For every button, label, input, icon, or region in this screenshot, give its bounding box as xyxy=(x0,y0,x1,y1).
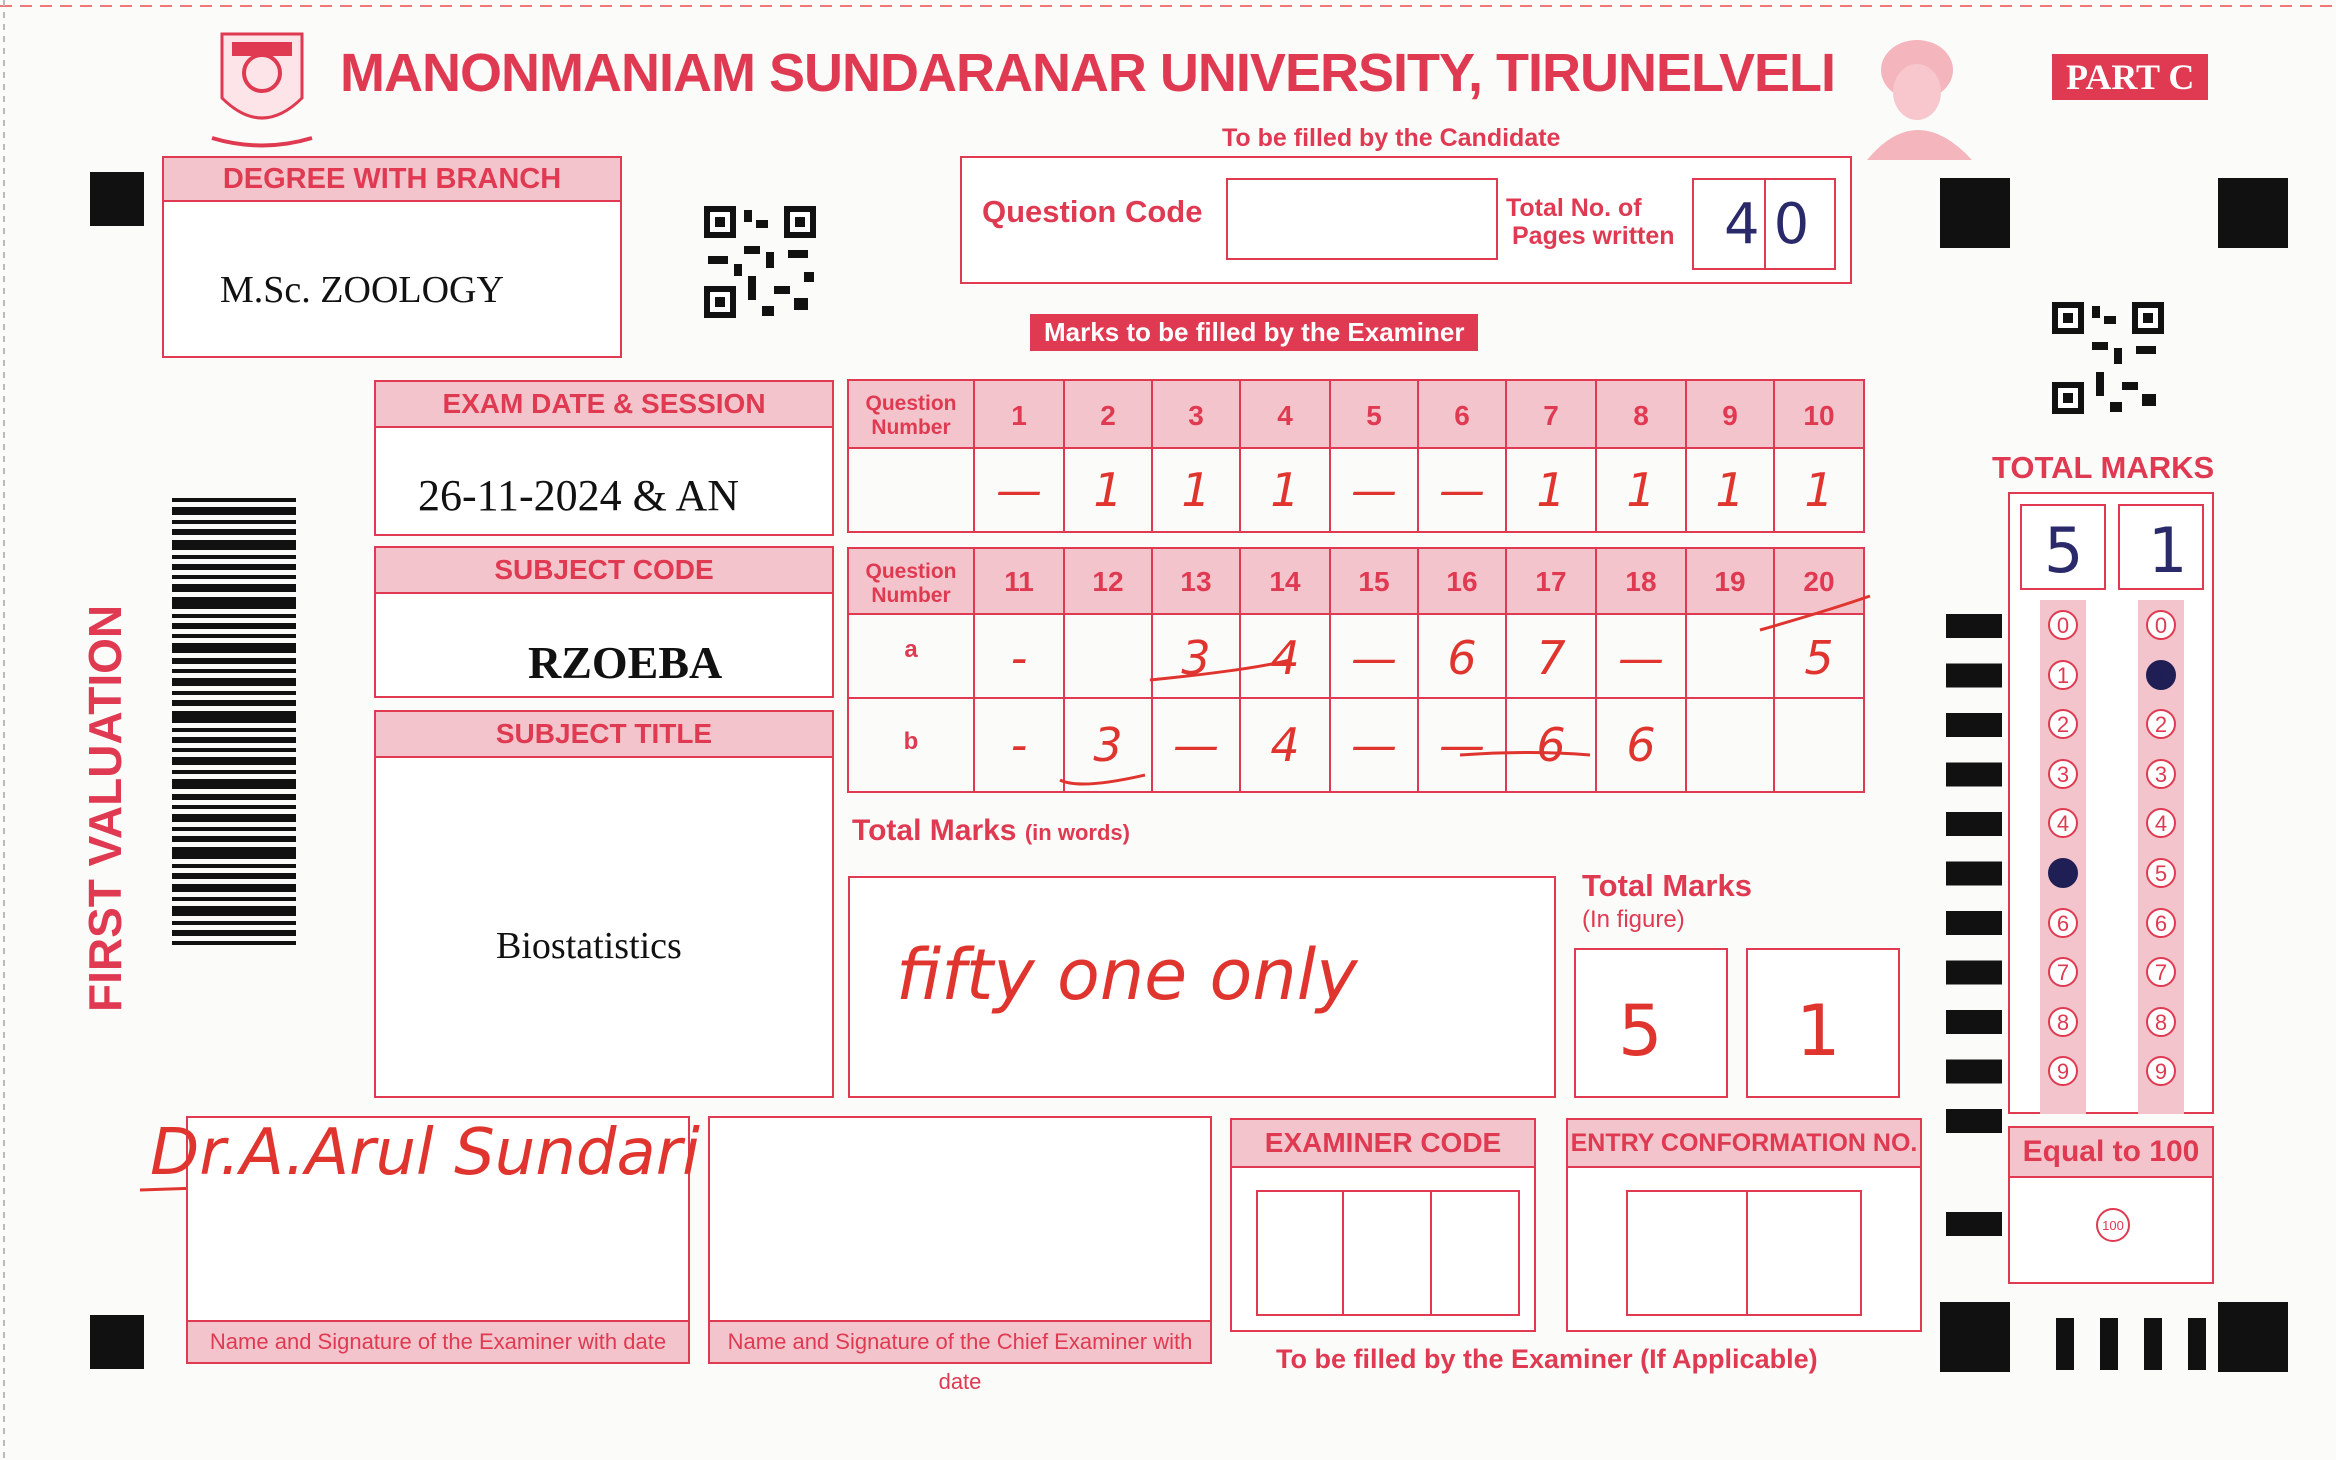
mark-cell-a: 5 xyxy=(1804,631,1834,685)
question-number: 7 xyxy=(1543,400,1559,431)
mark-cell-b: — xyxy=(1173,718,1219,772)
part-badge: PART C xyxy=(2052,54,2208,100)
examiner-code-cell-2[interactable] xyxy=(1342,1190,1432,1316)
mark-cell-a: 3 xyxy=(1181,631,1211,685)
mark-cell-b: — xyxy=(1351,718,1397,772)
question-number: 14 xyxy=(1269,566,1301,597)
total-marks-panel-label: TOTAL MARKS xyxy=(1992,450,2215,485)
question-number: 1 xyxy=(1011,400,1027,431)
question-number: 12 xyxy=(1092,566,1124,597)
panel-digit-1: 5 xyxy=(2044,514,2084,587)
subject-code-value: RZOEBA xyxy=(528,637,723,688)
university-logo-icon xyxy=(212,34,312,146)
question-number: 6 xyxy=(1454,400,1470,431)
subject-title-value: Biostatistics xyxy=(496,925,682,967)
chief-caption: Name and Signature of the Chief Examiner with date xyxy=(708,1320,1212,1364)
question-number: 15 xyxy=(1358,566,1390,597)
mark-cell: — xyxy=(1439,463,1485,517)
bubble-col1-5[interactable]: 5 xyxy=(2048,858,2078,888)
portrait-icon xyxy=(1867,40,1972,160)
bubble-col1-6[interactable]: 6 xyxy=(2048,908,2078,938)
question-number-header-1: Question Number xyxy=(865,392,957,439)
question-number: 8 xyxy=(1633,400,1649,431)
mark-cell-b: 6 xyxy=(1626,718,1656,772)
mark-cell-a: 7 xyxy=(1536,631,1566,685)
barcode-icon xyxy=(172,498,296,945)
bubble-col2-0[interactable]: 0 xyxy=(2146,610,2176,640)
university-title: MANONMANIAM SUNDARANAR UNIVERSITY, TIRUNELVELI xyxy=(340,43,1836,103)
question-number: 17 xyxy=(1535,566,1567,597)
question-number: 3 xyxy=(1188,400,1204,431)
subject-code-label: SUBJECT CODE xyxy=(374,546,834,594)
subject-title-label: SUBJECT TITLE xyxy=(374,710,834,758)
mark-cell-b: 4 xyxy=(1270,718,1300,772)
pages-label: Total No. of Pages written xyxy=(1506,194,1675,250)
mark-cell-a: — xyxy=(1618,631,1664,685)
mark-cell: 1 xyxy=(1626,463,1656,517)
bubble-col1-3[interactable]: 3 xyxy=(2048,759,2078,789)
mark-cell-a: - xyxy=(1010,631,1028,685)
mark-cell-a: 4 xyxy=(1270,631,1300,685)
degree-value: M.Sc. ZOOLOGY xyxy=(220,269,504,311)
bubble-col1-0[interactable]: 0 xyxy=(2048,610,2078,640)
mark-cell-b xyxy=(1774,702,1864,788)
bubble-col1-7[interactable]: 7 xyxy=(2048,957,2078,987)
equal-100-bubble[interactable]: 100 xyxy=(2096,1208,2130,1242)
examiner-note: Marks to be filled by the Examiner xyxy=(1030,314,1478,351)
panel-digit-2: 1 xyxy=(2148,514,2188,587)
bubble-col1-4[interactable]: 4 xyxy=(2048,808,2078,838)
mark-cell-b: - xyxy=(1010,718,1028,772)
subject-title-box xyxy=(374,710,834,1098)
bubble-col2-8[interactable]: 8 xyxy=(2146,1007,2176,1037)
examiner-code-cell-1[interactable] xyxy=(1256,1190,1344,1316)
mark-cell-b: — xyxy=(1439,718,1485,772)
exam-date-value: 26-11-2024 & AN xyxy=(418,471,740,520)
total-words-label: Total Marks (in words) xyxy=(852,814,1130,847)
total-figure-value-2: 1 xyxy=(1796,990,1841,1072)
bubble-col2-1[interactable]: 1 xyxy=(2146,660,2176,690)
mark-cell-a: 6 xyxy=(1447,631,1477,685)
question-number: 13 xyxy=(1180,566,1212,597)
question-number: 16 xyxy=(1446,566,1478,597)
qr-code-icon xyxy=(704,206,816,318)
total-figure-label: Total Marks xyxy=(1582,868,1752,903)
exam-date-label: EXAM DATE & SESSION xyxy=(374,380,834,428)
entry-cell-1[interactable] xyxy=(1626,1190,1748,1316)
mark-cell: 1 xyxy=(1804,463,1834,517)
entry-cell-2[interactable] xyxy=(1746,1190,1862,1316)
total-figure-sublabel: (In figure) xyxy=(1582,906,1685,933)
question-number: 2 xyxy=(1100,400,1116,431)
total-figure-value-1: 5 xyxy=(1618,990,1663,1072)
question-number-header-2: Question Number xyxy=(865,560,957,607)
mark-cell-b: 6 xyxy=(1536,718,1566,772)
mark-cell-a xyxy=(1064,620,1152,696)
question-number: 20 xyxy=(1803,566,1835,597)
examiner-caption: Name and Signature of the Examiner with date xyxy=(186,1320,690,1364)
candidate-note: To be filled by the Candidate xyxy=(1222,124,1561,152)
bubble-col1-9[interactable]: 9 xyxy=(2048,1056,2078,1086)
question-number: 18 xyxy=(1625,566,1657,597)
mark-cell-b: 3 xyxy=(1093,718,1123,772)
question-number: 9 xyxy=(1722,400,1738,431)
mark-cell: — xyxy=(996,463,1042,517)
question-number: 10 xyxy=(1803,400,1835,431)
bubble-col2-5[interactable]: 5 xyxy=(2146,858,2176,888)
pages-value: 40 xyxy=(1724,192,1824,257)
bubble-col2-7[interactable]: 7 xyxy=(2146,957,2176,987)
mark-cell: 1 xyxy=(1181,463,1211,517)
question-number: 19 xyxy=(1714,566,1746,597)
entry-conformation-label: ENTRY CONFORMATION NO. xyxy=(1566,1118,1922,1168)
examiner-name-handwritten: Dr.A.Arul Sundari xyxy=(150,1116,700,1190)
question-code-field[interactable] xyxy=(1226,178,1498,260)
bubble-col2-2[interactable]: 2 xyxy=(2146,709,2176,739)
examiner-code-cell-3[interactable] xyxy=(1430,1190,1520,1316)
mark-cell-a xyxy=(1686,620,1774,696)
question-number: 11 xyxy=(1004,566,1034,597)
total-words-value: fifty one only xyxy=(896,934,1358,1016)
degree-label: DEGREE WITH BRANCH xyxy=(162,156,622,202)
row-label-b: b xyxy=(903,728,919,755)
question-code-label: Question Code xyxy=(982,194,1203,229)
bubble-col2-6[interactable]: 6 xyxy=(2146,908,2176,938)
equal-100-label: Equal to 100 xyxy=(2008,1126,2214,1178)
mark-cell: 1 xyxy=(1093,463,1123,517)
bubble-col2-9[interactable]: 9 xyxy=(2146,1056,2176,1086)
examiner-code-label: EXAMINER CODE xyxy=(1230,1118,1536,1168)
mark-cell: 1 xyxy=(1715,463,1745,517)
mark-cell-b xyxy=(1686,702,1774,788)
mark-cell-a: — xyxy=(1351,631,1397,685)
question-number: 5 xyxy=(1366,400,1382,431)
row-label-a: a xyxy=(904,636,918,663)
mark-cell: — xyxy=(1351,463,1397,517)
mark-cell: 1 xyxy=(1270,463,1300,517)
bubble-col1-2[interactable]: 2 xyxy=(2048,709,2078,739)
footer-note: To be filled by the Examiner (If Applicable) xyxy=(1276,1344,1818,1374)
question-number: 4 xyxy=(1277,400,1293,431)
bubble-col1-1[interactable]: 1 xyxy=(2048,660,2078,690)
qr-code-icon xyxy=(2052,302,2164,414)
first-valuation-label: FIRST VALUATION xyxy=(79,604,131,1012)
mark-cell: 1 xyxy=(1536,463,1566,517)
bubble-col2-3[interactable]: 3 xyxy=(2146,759,2176,789)
bubble-col2-4[interactable]: 4 xyxy=(2146,808,2176,838)
bubble-col1-8[interactable]: 8 xyxy=(2048,1007,2078,1037)
